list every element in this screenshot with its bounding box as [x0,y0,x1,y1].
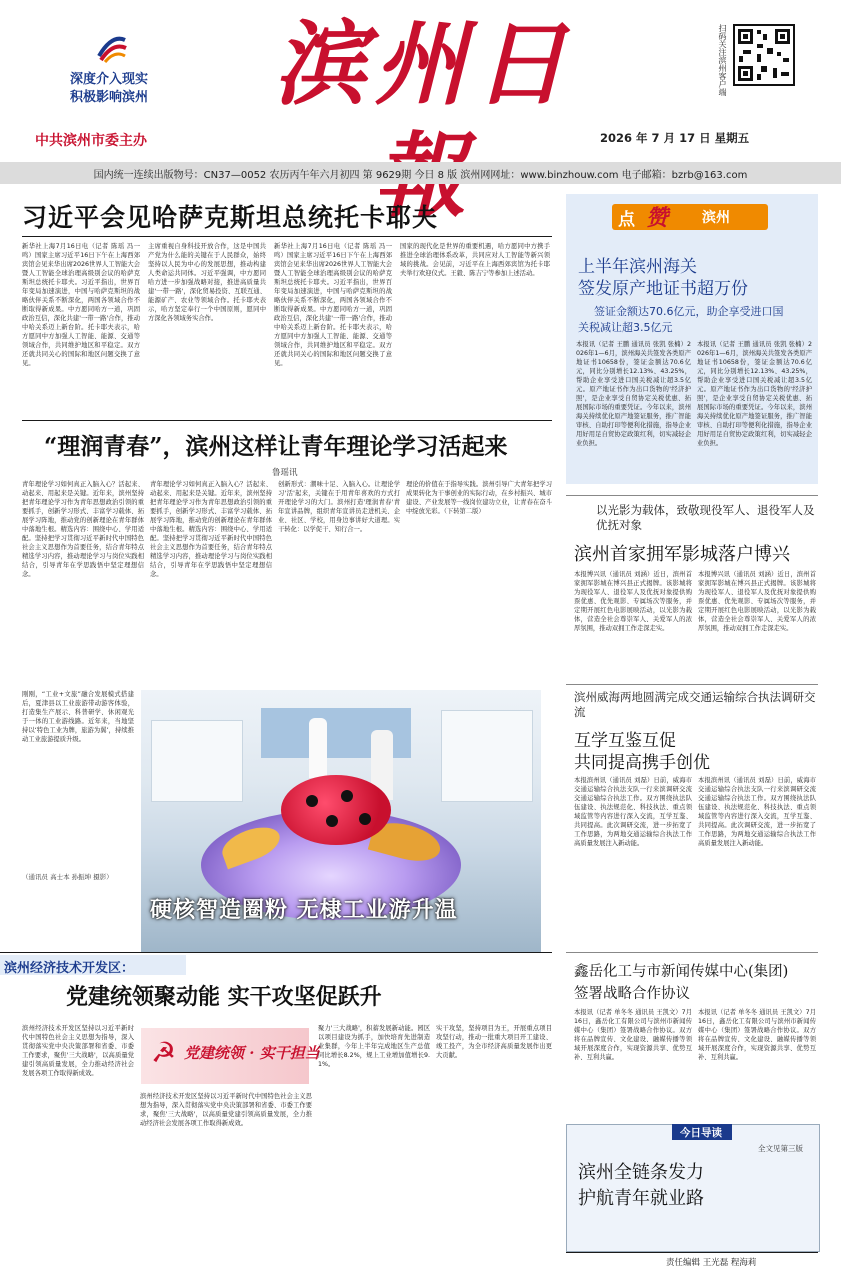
culture-title[interactable]: 滨州首家拥军影城落户博兴 [574,544,790,565]
article3-section: 滨州经济技术开发区： [4,961,135,976]
slogan-line-2: 积极影响滨州 [70,90,149,105]
highlight-title-2[interactable]: 签发原产地证书超万份 [578,279,748,299]
newspaper-logo-icon [95,30,129,64]
article2-body-col3: 创新形式：潮味十足、入脑入心。让理论学习'活'起来，关键在于用青年喜欢的方式打开理论学习的大门。滨州打造'理润青春'青年宣讲品牌，组织青年宣讲员走进机关、企业、社区、学校，用身边事讲好大道理。实干转化：以学促干、知行合一。 [278,481,400,533]
today-guide-title-2[interactable]: 护航青年就业路 [578,1188,704,1209]
sidebar-rule-3 [566,952,818,953]
today-guide-title-1[interactable]: 滨州全链条发力 [578,1162,704,1183]
article2-body-col4: 理论的价值在于指导实践。滨州引导广大青年把学习成果转化为干事创业的实际行动，在乡村振兴、城市建设、产业发展等一线岗位建功立业，让青春在奋斗中绽放光彩。（下转第二版） [406,481,552,515]
article1-headline[interactable]: 习近平会见哈萨克斯坦总统托卡耶夫 [22,203,439,232]
today-guide-label: 今日导读 [680,1127,722,1139]
highlight-subtitle-1: 签证金额达70.6亿元，助企享受进口国 [594,305,784,318]
weekday: 星期五 [714,131,750,145]
media-title-1[interactable]: 鑫岳化工与市新闻传媒中心(集团) [574,964,789,980]
article2-headline[interactable]: “理润青春”，滨州这样让青年理论学习活起来 [44,433,508,460]
date-year: 2026 [600,131,633,145]
date-year-unit: 年 [636,131,648,145]
masthead-title: 滨州日 [273,10,574,118]
qr-caption: 扫码关注滨州客户端 [718,24,727,96]
highlight-subtitle-2: 关税减让超3.5亿元 [578,321,673,334]
culture-body-col2: 本报博兴讯（通讯员 刘涵）近日，滨州首家拥军影城在博兴县正式揭牌。该影城将为现役军人、退役军人及优抚对象提供购票优惠、优先观影、专属场次等服务，并定期开展红色电影展映活动，以光影为载体，营造全社会尊崇军人、关爱军人的浓厚氛围，推动双拥工作走深走实。 [698,571,816,632]
transport-body-col1: 本报滨州讯（通讯员 刘磊）日前，威海市交通运输综合执法支队一行来滨调研交流交通运输综合执法工作。双方围绕执法队伍建设、执法规范化、科技执法、重点领域监管等内容进行深入交流，互学互鉴、共同提高。此次调研交流，进一步拓宽了工作思路，为两地交通运输综合执法工作高质量发展注入新动能。 [574,777,692,847]
highlight-body-col2: 本报讯（记者 王鹏 通讯员 张凯 张楠）2026年1—6月，滨州海关共签发各类原产地证书10658份，签证金额达70.6亿元，同比分别增长12.13%、43.25%，帮助企业享受进口国关税减让超3.5亿元。原产地证书作为出口货物的'经济护照'，是企业享受自贸协定关税优惠、拓展国际市场的重要凭证。今年以来，滨州海关持续优化原产地签证服务，推广智能审核、自助打印等便利化措施，指导企业用好用足自贸协定政策红利，切实减轻企业负担。 [697,341,812,447]
sidebar-rule-2 [566,684,818,685]
article2-byline: 鲁瑶讯 [272,468,298,478]
highlight-badge-right: 滨州 [702,210,730,226]
date-month-unit: 月 [663,131,676,145]
culture-body-col1: 本报博兴讯（通讯员 刘涵）近日，滨州首家拥军影城在博兴县正式揭牌。该影城将为现役军人、退役军人及优抚对象提供购票优惠、优先观影、专属场次等服务，并定期开展红色电影展映活动，以光影为载体，营造全社会尊崇军人、关爱军人的浓厚氛围，推动双拥工作走深走实。 [574,571,692,632]
highlight-badge [612,204,768,230]
transport-kicker: 滨州威海两地圆满完成交通运输综合执法调研交流 [574,690,816,719]
date-day: 17 [679,131,696,145]
photo-credit: （通讯员 高士本 孙振坤 摄影） [22,873,113,881]
footer-rule [566,1252,818,1253]
date-month: 7 [651,131,660,145]
article3-body-col2: 滨州经济技术开发区坚持以习近平新时代中国特色社会主义思想为指导，深入贯彻落实党中央决策部署和省委、市委工作要求，聚焦'三大战略'，以高质量党建引领高质量发展，全力推动经济社会发展各项工作取得新成效。 [140,1093,312,1127]
highlight-badge-left: 点 [618,210,635,230]
article1-body-col2: 主席重视自身科技开放合作，这是中国共产党为什么能的关键在于人民群众，始终坚持以人民为中心的发展思想，推动构建人类命运共同体。习近平强调，中方愿同哈方进一步加强战略对接，推进高质量共建'一带一路'，深化贸易投资、互联互通、能源矿产、农业等领域合作。托卡耶夫表示，哈方坚定奉行一个中国原则，愿同中方深化各领域务实合作。 [148,243,266,322]
article1-body-col1: 新华社上海7月16日电（记者 陈瑶 冯一鸣）国家主席习近平16日下午在上海西郊宾馆会见来华出席2026世界人工智能大会暨人工智能全球治理高级别会议的哈萨克斯坦总统托卡耶夫。习近平指出，世界百年变局加速演进，中国与哈萨克斯坦的战略伙伴关系不断深化，两国各领域合作不断取得新成果。中方愿同哈方一道，巩固政治互信，深化共建'一带一路'合作，推动中哈关系迈上新台阶。托卡耶夫表示，哈方愿同中方加强人工智能、能源、交通等领域合作，共同维护地区和平稳定。双方还就共同关心的国际和地区问题交换了意见。 [22,243,140,367]
article3-headline[interactable]: 党建统领聚动能 实干攻坚促跃升 [66,984,382,1010]
party-emblem-icon: ☭ [151,1036,177,1069]
transport-body-col2: 本报滨州讯（通讯员 刘磊）日前，威海市交通运输综合执法支队一行来滨调研交流交通运输综合执法工作。双方围绕执法队伍建设、执法规范化、科技执法、重点领域监管等内容进行深入交流，互学互鉴、共同提高。此次调研交流，进一步拓宽了工作思路，为两地交通运输综合执法工作高质量发展注入新动能。 [698,777,816,847]
section-divider [22,420,552,421]
media-title-2[interactable]: 签署战略合作协议 [574,986,690,1002]
photo-caption-text: 刚刚，“工业+文旅”融合发展模式搭建后，夏津县以工业旅游带动游客体验，打造集生产展示、科普研学、休闲观光于一体的工业游线路。近年来，当地坚持以‘特色工业为牌，旅游为翼’，持续推动工业旅游提质升级。 [22,691,134,743]
highlight-badge-mid: 赞 [646,206,669,231]
article1-body-col4: 国家的现代化是世界的重要机遇，哈方愿同中方携手推进全球治理体系改革，共同应对人工智能等新兴领域的挑战。会见前，习近平在上海西郊宾馆为托卡耶夫举行欢迎仪式。王毅、陈吉宁等参加上述活动。 [400,243,550,277]
article3-top-rule [0,952,552,953]
footer-editor: 责任编辑 王光磊 程海莉 [666,1258,757,1268]
qr-code-icon[interactable] [733,24,795,86]
article3-body-col3: 聚力'三大战略'，积蓄发展新动能。园区以项目建设为抓手，加快培育先进制造业集群，今年上半年完成地区生产总值同比增长8.2%，规上工业增加值增长9.1%。 [318,1025,430,1068]
media-body-col1: 本报讯（记者 单冬冬 通讯员 王凯文）7月16日，鑫岳化工有限公司与滨州市新闻传媒中心（集团）签署战略合作协议。双方将在品牌宣传、文化建设、融媒传播等领域开展深度合作，实现资源共享、优势互补、互利共赢。 [574,1009,692,1061]
info-bar-text: 国内统一连续出版物号：CN37—0052 农历丙午年六月初四 第 9629期 今日 8 版 滨州网网址：www.binzhouw.com 电子邮箱：bzrb@163.com [93,170,748,181]
today-guide-more[interactable]: 全文见第三版 [758,1144,803,1153]
culture-kicker: 以光影为载体，致敬现役军人、退役军人及优抚对象 [596,503,815,532]
slogan-line-1: 深度介入现实 [70,72,149,87]
highlight-body-col1: 本报讯（记者 王鹏 通讯员 张凯 张楠）2026年1—6月，滨州海关共签发各类原产地证书10658份，签证金额达70.6亿元，同比分别增长12.13%、43.25%，帮助企业享受进口国关税减让超3.5亿元。原产地证书作为出口货物的'经济护照'，是企业享受自贸协定关税优惠、拓展国际市场的重要凭证。今年以来，滨州海关持续优化原产地签证服务，推广智能审核、自助打印等便利化措施，指导企业用好用足自贸协定政策红利，切实减轻企业负担。 [576,341,691,447]
article2-body-col2: 青年理论学习如何真正入脑入心？活起来、动起来、用起来是关键。近年来，滨州坚持把青年理论学习作为青年思想政治引领的重要抓手，创新学习形式、丰富学习载体、拓展学习阵地，推动党的创新理论在青年群体中落地生根。精选内容：围绕中心、学用适配。坚持把学习贯彻习近平新时代中国特色社会主义思想作为首要任务，结合青年特点精选学习内容，推动理论学习与岗位实践相结合，引导青年在学思践悟中坚定理想信念。 [150,481,272,578]
article1-body-col3: 新华社上海7月16日电（记者 陈瑶 冯一鸣）国家主席习近平16日下午在上海西郊宾馆会见来华出席2026世界人工智能大会暨人工智能全球治理高级别会议的哈萨克斯坦总统托卡耶夫。习近平指出，世界百年变局加速演进，中国与哈萨克斯坦的战略伙伴关系不断深化，两国各领域合作不断取得新成果。中方愿同哈方一道，巩固政治互信，深化共建'一带一路'合作，推动中哈关系迈上新台阶。托卡耶夫表示，哈方愿同中方加强人工智能、能源、交通等领域合作，共同维护地区和平稳定。双方还就共同关心的国际和地区问题交换了意见。 [274,243,392,367]
article3-body-col4: 实干攻坚，坚持项目为王，开展重点项目攻坚行动，推动一批重大项目开工建设、竣工投产，为全市经济高质量发展作出更大贡献。 [436,1025,552,1059]
media-body-col2: 本报讯（记者 单冬冬 通讯员 王凯文）7月16日，鑫岳化工有限公司与滨州市新闻传媒中心（集团）签署战略合作协议。双方将在品牌宣传、文化建设、融媒传播等领域开展深度合作，实现资源共享、优势互补、互利共赢。 [698,1009,816,1061]
article2-body-col1: 青年理论学习如何真正入脑入心？活起来、动起来、用起来是关键。近年来，滨州坚持把青年理论学习作为青年思想政治引领的重要抓手，创新学习形式、丰富学习载体、拓展学习阵地，推动党的创新理论在青年群体中落地生根。精选内容：围绕中心、学用适配。坚持把学习贯彻习近平新时代中国特色社会主义思想作为首要任务，结合青年特点精选学习内容，推动理论学习与岗位实践相结合，引导青年在学思践悟中坚定理想信念。 [22,481,144,578]
transport-title-2[interactable]: 共同提高携手创优 [574,753,710,773]
date-day-unit: 日 [699,131,711,145]
transport-title-1[interactable]: 互学互鉴互促 [574,731,676,751]
organizer-label: 中共滨州市委主办 [35,133,147,149]
sidebar-rule-1 [566,495,818,496]
article1-rule [22,236,552,237]
highlight-title-1[interactable]: 上半年滨州海关 [578,257,697,277]
party-banner-text: 党建统领 · 实干担当 [184,1044,320,1062]
article3-body-col1: 滨州经济技术开发区坚持以习近平新时代中国特色社会主义思想为指导，深入贯彻落实党中央决策部署和省委、市委工作要求，聚焦'三大战略'，以高质量党建引领高质量发展，全力推动经济社会发展各项工作取得新成效。 [22,1025,134,1077]
dateline [600,130,749,146]
photo-headline[interactable]: 硬核智造圈粉 无棣工业游升温 [150,897,458,923]
